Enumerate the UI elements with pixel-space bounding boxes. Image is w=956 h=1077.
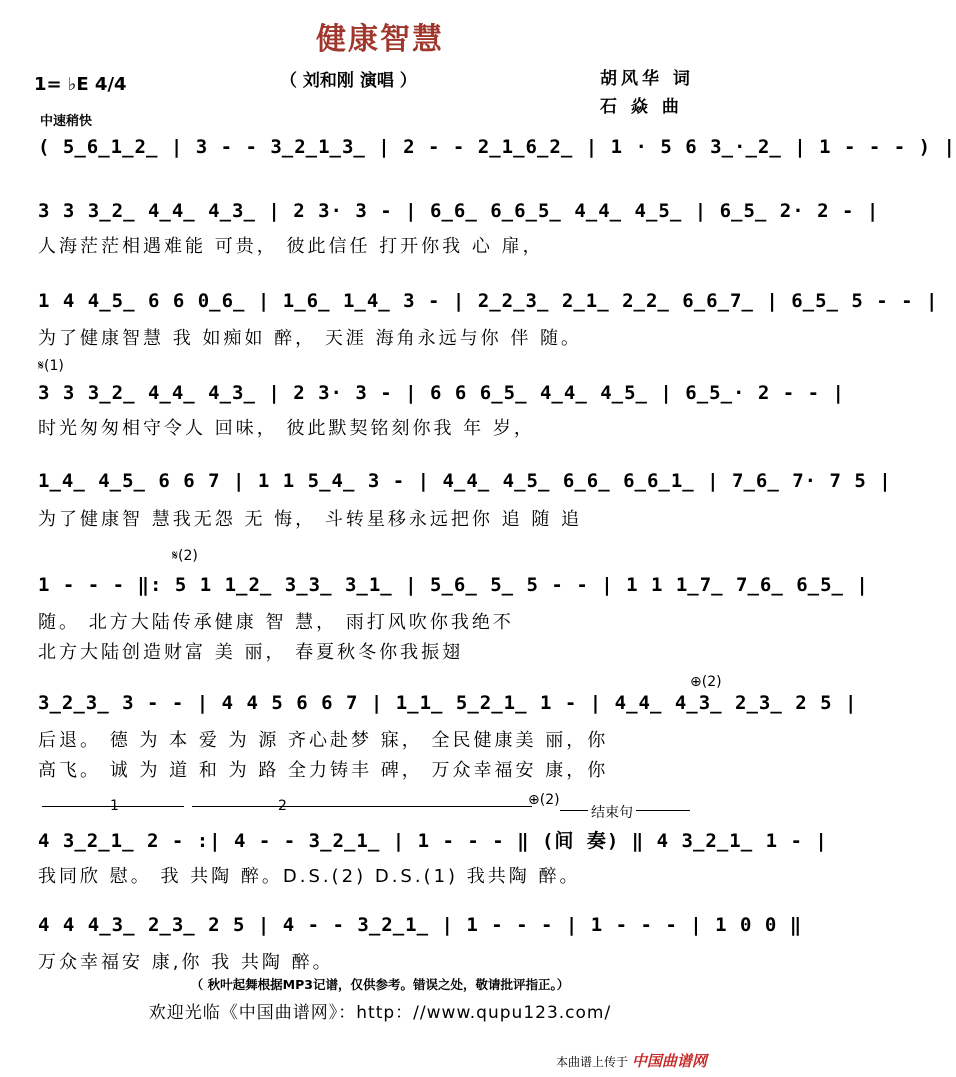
lyric-line: 万众幸福安 康,你 我 共陶 醉。 — [38, 952, 334, 973]
notation-row: 4 3̲2̲1̲ 2 - :| 4 - - 3̲2̲1̲ | 1 - - - ‖ (间 奏) ‖ 4 3̲2̲1̲ 1 - | — [38, 830, 828, 852]
lyric-line: 我同欣 慰。 我 共陶 醉。D.S.(2) D.S.(1) 我共陶 醉。 — [38, 866, 581, 887]
notation-row: 3 3 3̲2̲ 4̲4̲ 4̲3̲ | 2 3· 3 - | 6̲6̲ 6̲6̲5̲ 4̲4̲ 4̲5̲ | 6̲5̲ 2· 2 - | — [38, 200, 880, 222]
coda-sign: ⊕(2) — [690, 674, 722, 690]
notation-row: 1 4 4̲5̲ 6 6 0̲6̲ | 1̲6̲ 1̲4̲ 3 - | 2̲2̲3̲ 2̲1̲ 2̲2̲ 6̲6̲7̲ | 6̲5̲ 5 - - | — [38, 290, 939, 312]
segno-sign: 𝄋(1) — [38, 358, 64, 374]
volta-bracket — [192, 806, 532, 807]
volta-number: 1 — [110, 798, 119, 814]
lyric-line: 北方大陆创造财富 美 丽， 春夏秋冬你我振翅 — [38, 642, 464, 663]
notation-row: 1̲4̲ 4̲5̲ 6 6 7 | 1 1 5̲4̲ 3 - | 4̲4̲ 4̲5̲ 6̲6̲ 6̲6̲1̲ | 7̲6̲ 7· 7 5 | — [38, 470, 892, 492]
transcription-note: （ 秋叶起舞根据MP3记谱，仅供参考。错误之处，敬请批评指正。） — [190, 977, 570, 992]
notation-row: 3̲2̲3̲ 3 - - | 4 4 5 6 6 7 | 1̲1̲ 5̲2̲1̲ 1 - | 4̲4̲ 4̲3̲ 2̲3̲ 2 5 | — [38, 692, 858, 714]
upload-label: 本曲谱上传于 — [556, 1055, 629, 1069]
lyric-line: 为了健康智 慧我无怨 无 悔， 斗转星移永远把你 追 随 追 — [38, 509, 583, 530]
brand-logo: 中国曲谱网 — [631, 1052, 707, 1070]
key-signature: 1= ♭E 4/4 — [34, 74, 127, 95]
notation-row: 3 3 3̲2̲ 4̲4̲ 4̲3̲ | 2 3· 3 - | 6 6 6̲5̲ 4̲4̲ 4̲5̲ | 6̲5̲· 2 - - | — [38, 382, 845, 404]
segno-sign: 𝄋(2) — [172, 548, 198, 564]
notation-row: 1 - - - ‖: 5 1 1̲2̲ 3̲3̲ 3̲1̲ | 5̲6̲ 5̲ 5 - - | 1 1 1̲7̲ 7̲6̲ 6̲5̲ | — [38, 574, 869, 596]
lyricist: 胡风华 词 — [600, 69, 694, 89]
lyric-line: 时光匆匆相守令人 回味， 彼此默契铭刻你我 年 岁， — [38, 418, 535, 439]
coda-sign: ⊕(2) — [528, 792, 560, 808]
lyric-line: 随。 北方大陆传承健康 智 慧， 雨打风吹你我绝不 — [38, 612, 514, 633]
upload-credit — [556, 1050, 707, 1071]
lyric-line: 人海茫茫相遇难能 可贵， 彼此信任 打开你我 心 扉， — [38, 236, 544, 257]
lyric-line: 为了健康智慧 我 如痴如 醉， 天涯 海角永远与你 伴 随。 — [38, 328, 583, 349]
notation-row: 4 4 4̲3̲ 2̲3̲ 2 5 | 4 - - 3̲2̲1̲ | 1 - - - | 1 - - - | 1 0 0 ‖ — [38, 914, 803, 936]
performer: （ 刘和刚 演唱 ） — [280, 71, 417, 91]
notation-row: ( 5̲6̲1̲2̲ | 3 - - 3̲2̲1̲3̲ | 2 - - 2̲1̲6̲2̲ | 1 · 5 6 3̲·̲2̲ | 1 - - - ) | — [38, 136, 956, 158]
lyric-line: 高飞。 诚 为 道 和 为 路 全力铸丰 碑， 万众幸福安 康，你 — [38, 760, 609, 781]
ending-label: 结束句 — [588, 802, 636, 822]
volta-number: 2 — [278, 798, 287, 814]
tempo-marking: 中速稍快 — [40, 114, 93, 129]
composer: 石 焱 曲 — [600, 97, 683, 117]
lyric-line: 后退。 德 为 本 爱 为 源 齐心赴梦 寐， 全民健康美 丽，你 — [38, 730, 609, 751]
site-banner: 欢迎光临《中国曲谱网》：http：//www.qupu123.com/ — [148, 1003, 612, 1023]
song-title: 健康智慧 — [316, 22, 444, 57]
